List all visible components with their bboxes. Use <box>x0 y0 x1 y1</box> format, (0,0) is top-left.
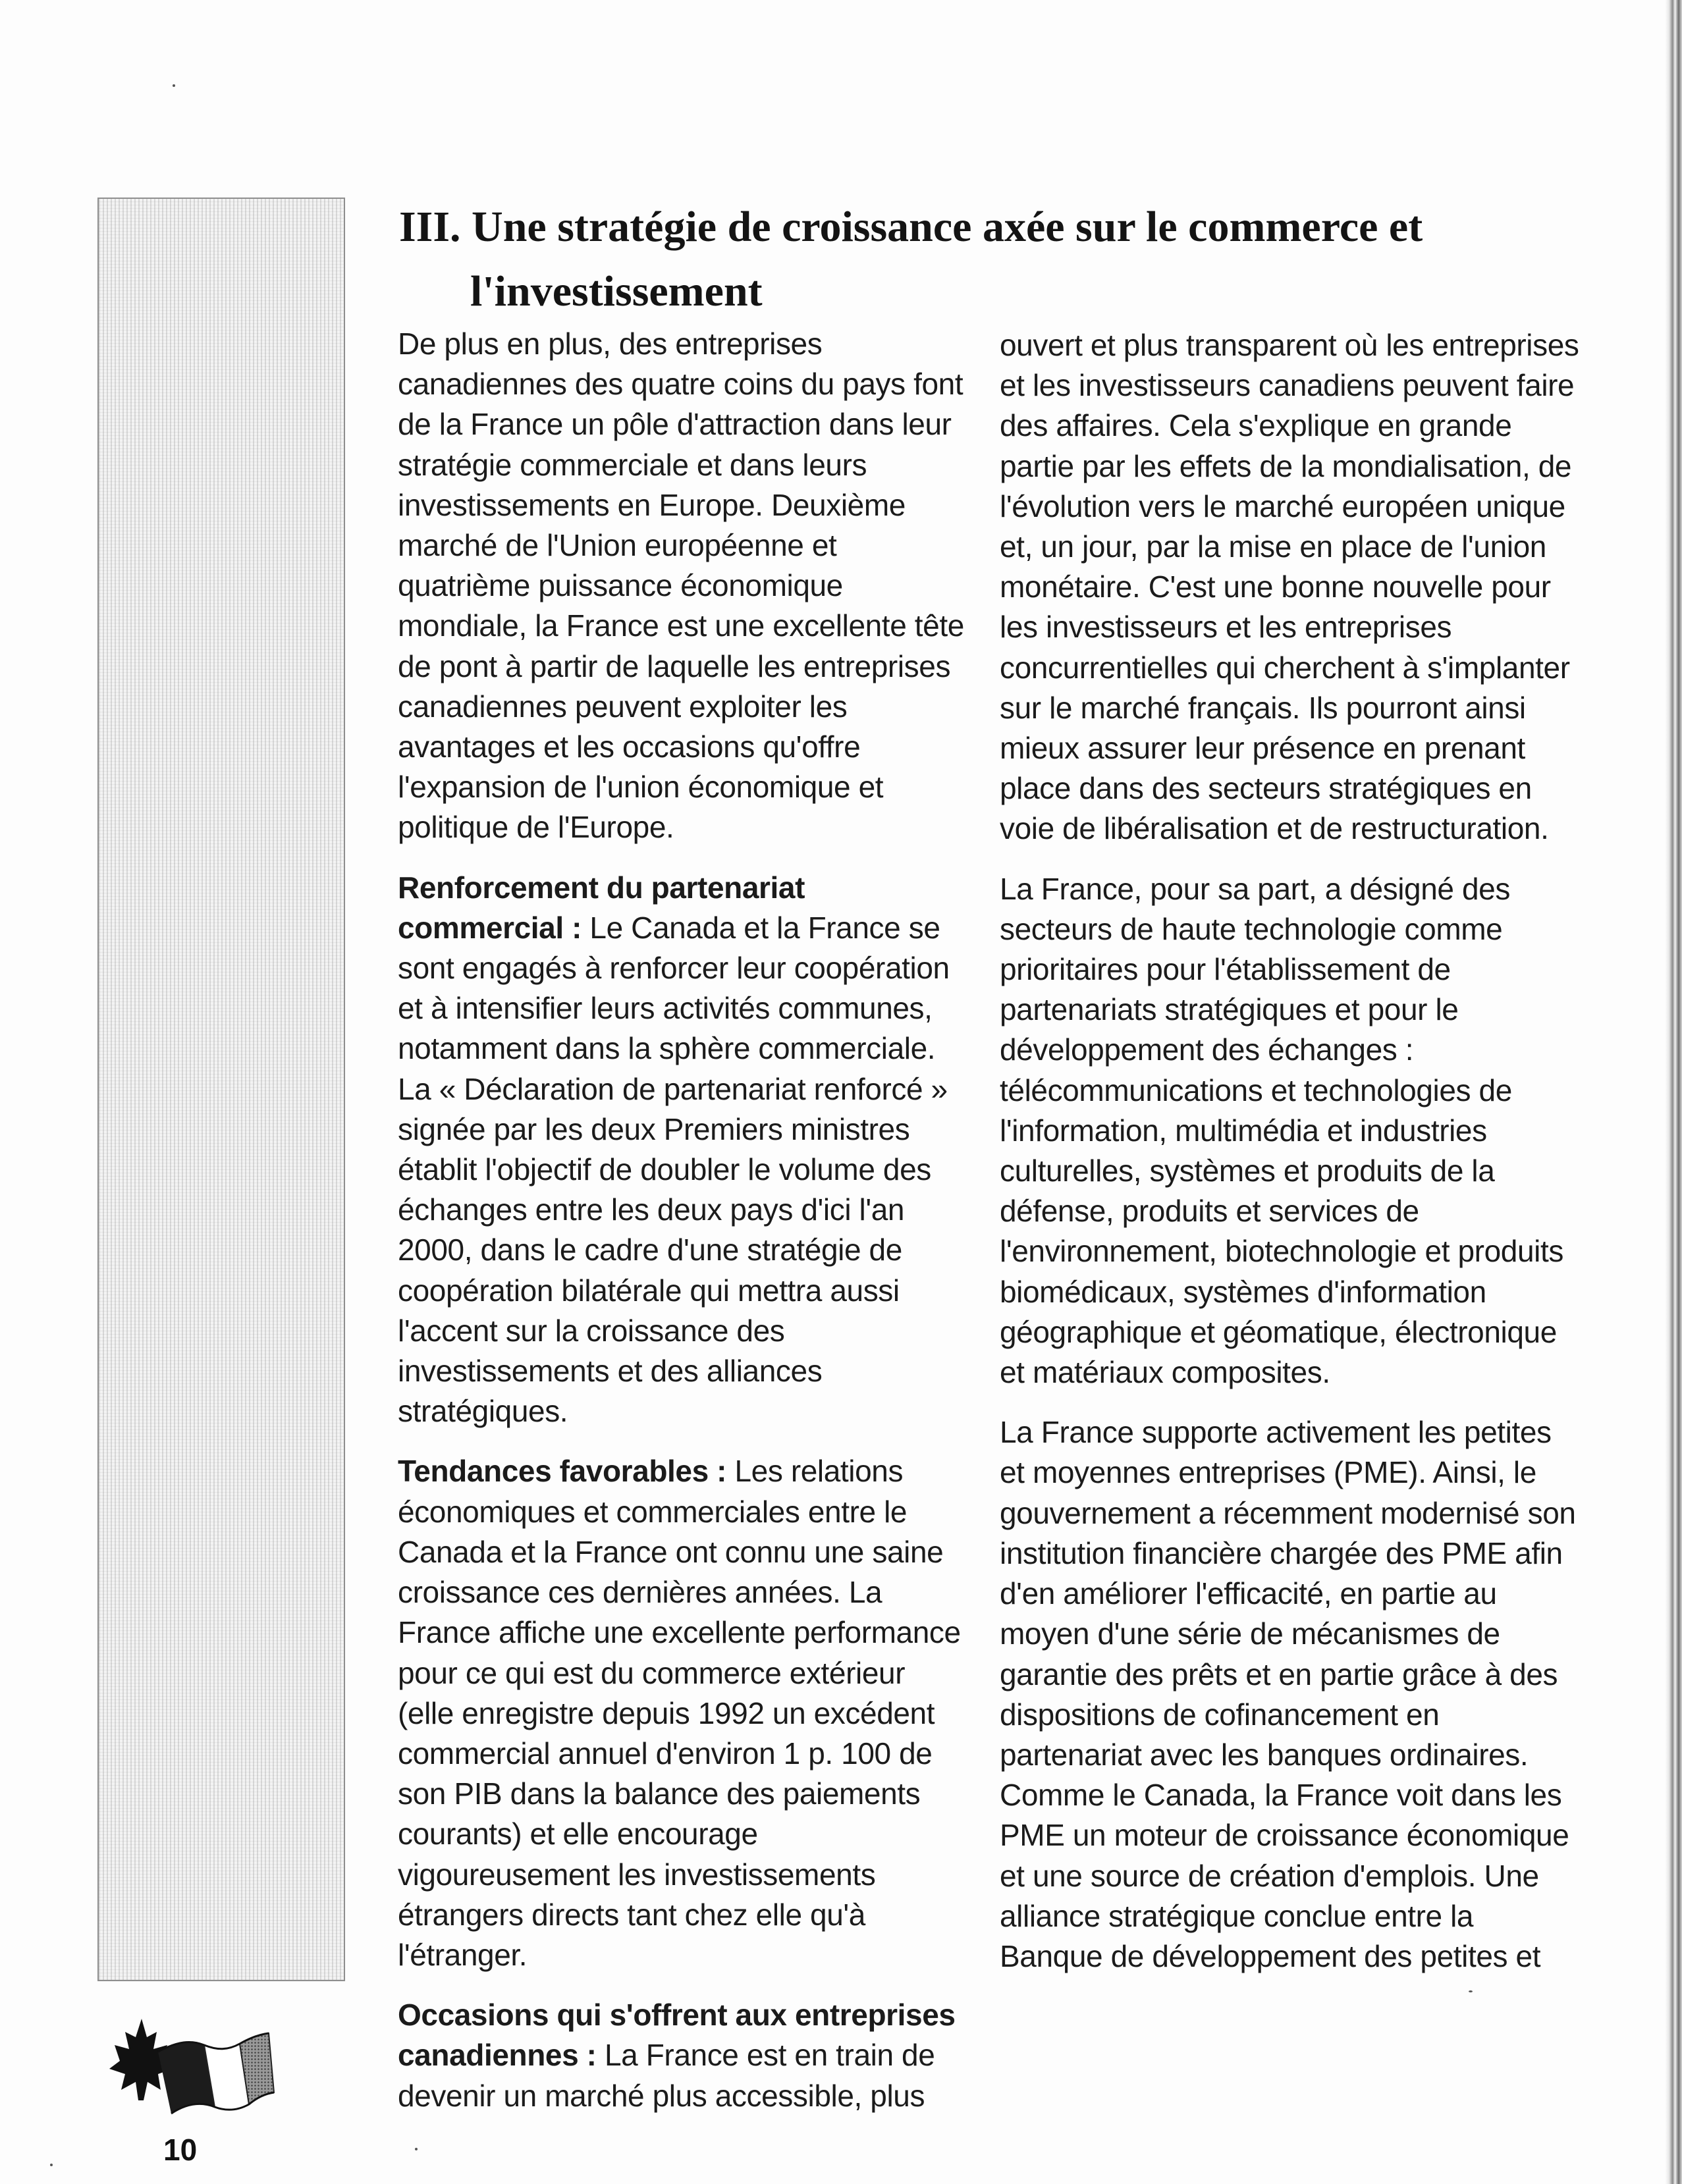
market-paragraph: ouvert et plus transparent où les entreprises et les investisseurs canadiens peuvent faire des affaires. Cela s'explique en grande partie par les effets de la mondialisation, de l'évolution vers le marché européen unique et, un jour, par la mise en place de l'union monétaire. C'est une bonne nouvelle pour les investisseurs et les entreprises concurrentielles qui cherchent à s'implanter sur le marché français. Ils pourront ainsi mieux assurer leur présence en prenant place dans des secteurs stratégiques en voie de libéralisation et de restructuration. <box>1000 328 1579 846</box>
trends-text: Les relations économiques et commerciales entre le Canada et la France ont connu une saine croissance ces dernières années. La France affiche une excellente performance pour ce qui est du commerce extérieur (elle enregistre depuis 1992 un excédent commercial annuel d'environ 1 p. 100 de son PIB dans la balance des paiements courants) et elle encourage vigoureusement les investissements étrangers directs tant chez elle qu'à l'étranger. <box>398 1454 961 1972</box>
heading-line-2: l'investissement <box>470 267 763 315</box>
right-column <box>1000 325 1579 1996</box>
page-number: 10 <box>163 2133 198 2167</box>
trends-lead: Tendances favorables : <box>398 1454 727 1489</box>
partnership-lead: Renforcement du partenariat commercial : <box>398 870 805 945</box>
sme-paragraph: La France supporte activement les petites et moyennes entreprises (PME). Ainsi, le gouvernement a récemment modernisé son institution financière chargée des PME afin d'en améliorer l'efficacité, en partie au moyen d'une série de mécanismes de garantie des prêts et en partie grâce à des dispositions de cofinancement en partenariat avec les banques ordinaires. Comme le Canada, la France voit dans les PME un moteur de croissance économique et une source de création d'emplois. Une alliance stratégique conclue entre la Banque de développement des petites et <box>1000 1415 1576 1973</box>
scan-speck <box>1469 1990 1473 1992</box>
canada-france-flag-icon <box>79 2008 277 2127</box>
decorative-sidebar-band <box>97 198 345 1981</box>
heading-line-1: III. Une stratégie de croissance axée sur le commerce et <box>399 203 1423 251</box>
scan-edge <box>1665 0 1682 2184</box>
partnership-text: Le Canada et la France se sont engagés à renforcer leur coopération et à intensifier leurs activités communes, notamment dans la sphère commerciale. La « Déclaration de partenariat renforcé » signée par les deux Premiers ministres établit l'objectif de doubler le volume des échanges entre les deux pays d'ici l'an 2000, dans le cadre d'une stratégie de coopération bilatérale qui mettra aussi l'accent sur la croissance des investissements et des alliances stratégiques. <box>398 910 950 1429</box>
intro-paragraph: De plus en plus, des entreprises canadiennes des quatre coins du pays font de la France un pôle d'attraction dans leur stratégie commerciale et dans leurs investissements en Europe. Deuxième marché de l'Union européenne et quatrième puissance économique mondiale, la France est une excellente tête de pont à partir de laquelle les entreprises canadiennes peuvent exploiter les avantages et les occasions qu'offre l'expansion de l'union économique et politique de l'Europe. <box>398 327 964 845</box>
scan-speck <box>415 2148 418 2150</box>
opportunities-text: La France est en train de devenir un marché plus accessible, plus <box>398 2038 935 2113</box>
sectors-paragraph: La France, pour sa part, a désigné des secteurs de haute technologie comme prioritaires pour l'établissement de partenariats stratégiques et pour le développement des échanges : télécommunications et technologies de l'information, multimédia et industries culturelles, systèmes et produits de la défense, produits et services de l'environnement, biotechnologie et produits biomédicaux, systèmes d'information géographique et géomatique, électronique et matériaux composites. <box>1000 871 1563 1390</box>
scan-speck <box>50 2164 53 2166</box>
left-column <box>398 324 964 2136</box>
opportunities-lead: Occasions qui s'offrent aux entreprises canadiennes : <box>398 1998 956 2073</box>
section-heading <box>399 195 1585 324</box>
trends-paragraph <box>398 1451 964 1975</box>
partnership-paragraph <box>398 868 964 1432</box>
scan-speck <box>173 84 175 87</box>
opportunities-paragraph <box>398 1995 964 2116</box>
